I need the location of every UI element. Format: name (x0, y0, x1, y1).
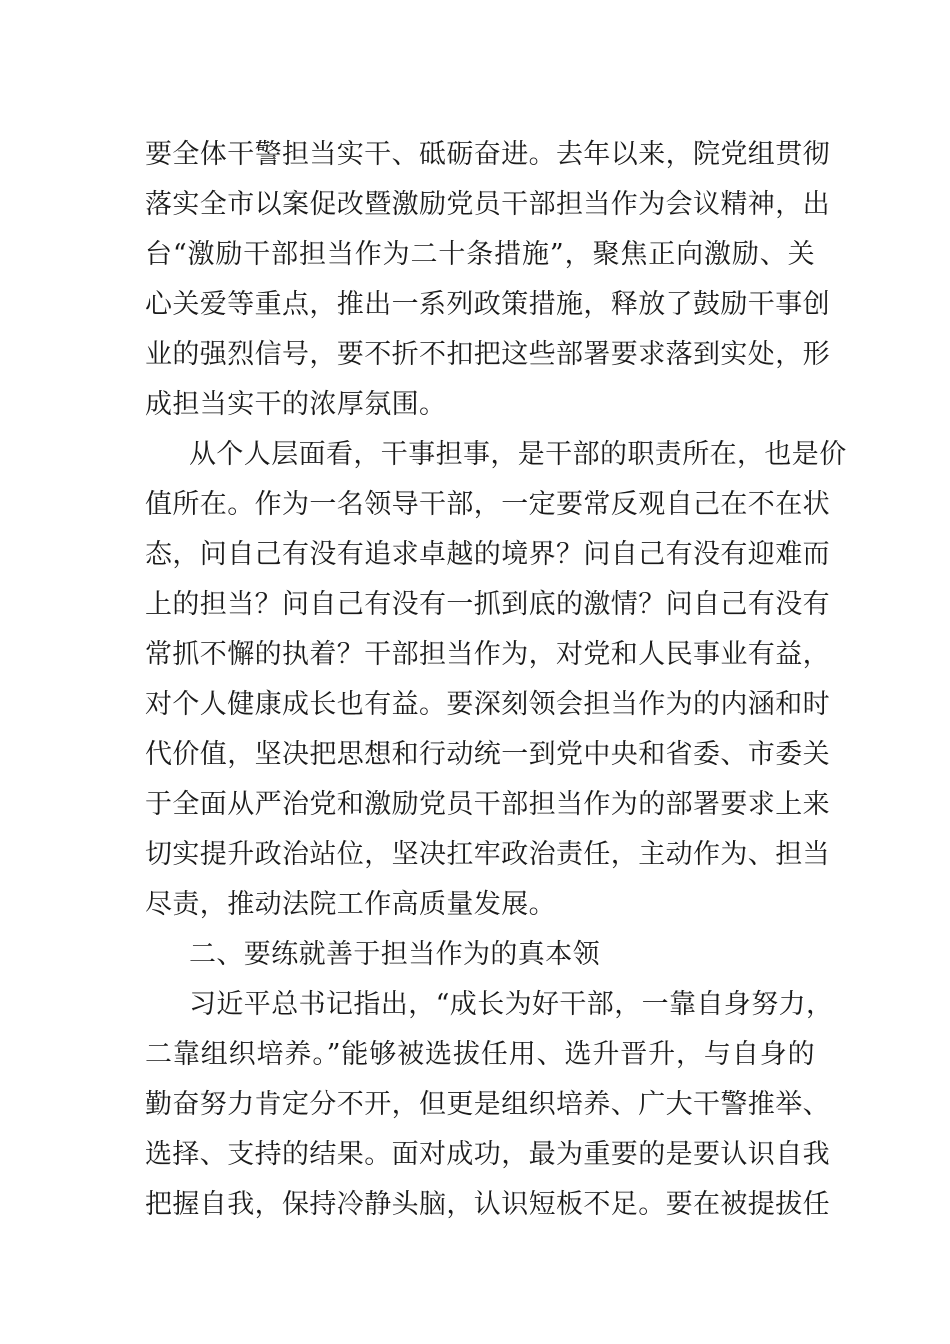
text-line: 于全面从严治党和激励党员干部担当作为的部署要求上来 (145, 789, 830, 820)
text-line: 切实提升政治站位，坚决扛牢政治责任，主动作为、担当 (145, 839, 830, 870)
text-line: 代价值，坚决把思想和行动统一到党中央和省委、市委关 (145, 739, 830, 770)
text-line: 态，问自己有没有追求卓越的境界？问自己有没有迎难而 (145, 539, 830, 570)
text-line: 台“激励干部担当作为二十条措施”，聚焦正向激励、关 (145, 239, 815, 270)
text-line: 要全体干警担当实干、砥砺奋进。去年以来，院党组贯彻 (145, 139, 830, 170)
body-text (145, 130, 847, 1230)
text-line: 选择、支持的结果。面对成功，最为重要的是要认识自我 (145, 1139, 830, 1170)
text-line: 成担当实干的浓厚氛围。 (145, 389, 447, 420)
text-line: 二靠组织培养。”能够被选拔任用、选升晋升，与自身的 (145, 1039, 815, 1070)
text-line: 习近平总书记指出，“成长为好干部，一靠自身努力， (189, 989, 834, 1020)
text-line: 尽责，推动法院工作高质量发展。 (145, 889, 556, 920)
text-line: 勤奋努力肯定分不开，但更是组织培养、广大干警推举、 (145, 1089, 830, 1120)
text-line: 从个人层面看，干事担事，是干部的职责所在，也是价 (189, 439, 847, 470)
text-line: 把握自我，保持冷静头脑，认识短板不足。要在被提拔任 (145, 1189, 830, 1220)
text-line: 落实全市以案促改暨激励党员干部担当作为会议精神，出 (145, 189, 830, 220)
text-line: 心关爱等重点，推出一系列政策措施，释放了鼓励干事创 (145, 289, 830, 320)
text-line: 二、要练就善于担当作为的真本领 (189, 939, 600, 970)
text-line: 业的强烈信号，要不折不扣把这些部署要求落到实处，形 (145, 339, 830, 370)
text-line: 常抓不懈的执着？干部担当作为，对党和人民事业有益， (145, 639, 830, 670)
text-line: 对个人健康成长也有益。要深刻领会担当作为的内涵和时 (145, 689, 830, 720)
text-line: 值所在。作为一名领导干部，一定要常反观自己在不在状 (145, 489, 830, 520)
text-line: 上的担当？问自己有没有一抓到底的激情？问自己有没有 (145, 589, 830, 620)
